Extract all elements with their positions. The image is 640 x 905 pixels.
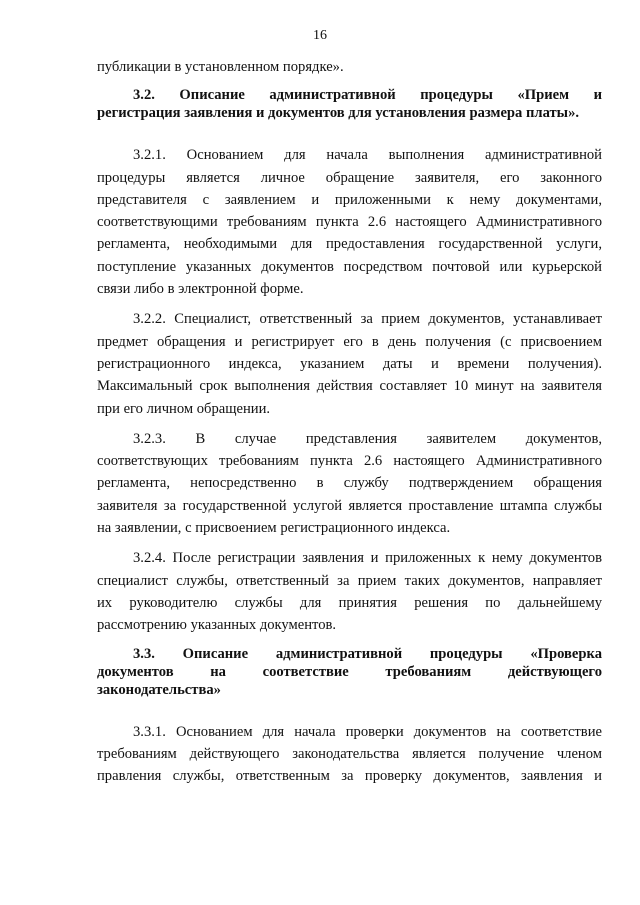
paragraph-line: представителя с заявлением и приложенными к нему документами,: [97, 191, 602, 208]
document-body: [97, 56, 602, 787]
paragraph-line: специалист службы, ответственный за прием таких документов, направляет: [97, 572, 602, 589]
paragraph-line: процедуры является личное обращение заявителя, его законного: [97, 169, 602, 186]
paragraph-line: 3.2.4. После регистрации заявления и приложенных к нему документов: [133, 550, 602, 567]
paragraph-line: рассмотрению указанных документов.: [97, 617, 337, 634]
paragraph-line: 3.2.1. Основанием для начала выполнения административной: [133, 147, 602, 164]
section-3-3-heading-line-2: документов на соответствие требованиям действующего: [97, 663, 602, 680]
section-3-3-heading-line-3: законодательства»: [97, 681, 221, 698]
section-3-2-heading-line-2: регистрация заявления и документов для установления размера платы».: [97, 105, 580, 122]
section-3-3-heading-line-1: 3.3. Описание административной процедуры «Проверка: [133, 645, 602, 662]
page-number: 16: [313, 28, 327, 43]
paragraph-line: при его личном обращении.: [97, 400, 271, 417]
paragraph-line: регистрационного индекса, указанием даты и времени получения).: [97, 355, 602, 372]
paragraph-line: регламента, непосредственно в службу подтверждением обращения: [97, 475, 602, 492]
paragraph-line: 3.2.3. В случае представления заявителем документов,: [133, 430, 602, 447]
paragraph-3-2-1: [97, 144, 602, 300]
intro-line: публикации в установленном порядке».: [97, 59, 344, 75]
paragraph-line: связи либо в электронной форме.: [97, 281, 304, 298]
paragraph-3-2-2: [97, 308, 602, 419]
section-3-2-heading-line-1: 3.2. Описание административной процедуры «Прием и: [133, 87, 602, 104]
paragraph-line: регламента, необходимыми для предоставления государственной услуги,: [97, 236, 602, 253]
paragraph-line: Максимальный срок выполнения действия составляет 10 минут на заявителя: [97, 378, 602, 395]
paragraph-line: заявителя за государственной услугой является проставление штампа службы: [97, 497, 602, 514]
paragraph-line: требованиям действующего законодательства является получение членом: [97, 745, 602, 762]
paragraph-line: предмет обращения и регистрирует его в день получения (с присвоением: [97, 333, 602, 350]
paragraph-line: соответствующими требованиям пункта 2.6 настоящего Административного: [97, 214, 602, 231]
paragraph-line: поступление указанных документов посредством почтовой или курьерской: [97, 258, 602, 275]
paragraph-line: их руководителю службы для принятия решения по дальнейшему: [97, 594, 602, 611]
paragraph-line: на заявлении, с присвоением регистрационного индекса.: [97, 520, 451, 537]
paragraph-line: 3.2.2. Специалист, ответственный за прием документов, устанавливает: [133, 311, 602, 328]
paragraph-3-2-3: [97, 428, 602, 539]
paragraph-3-2-4: [97, 547, 602, 636]
paragraph-line: правления службы, ответственным за проверку документов, заявления и: [97, 768, 602, 785]
paragraph-line: соответствующих требованиям пункта 2.6 настоящего Административного: [97, 453, 602, 470]
paragraph-3-3-1: [97, 721, 602, 788]
paragraph-line: 3.3.1. Основанием для начала проверки документов на соответствие: [133, 723, 602, 740]
